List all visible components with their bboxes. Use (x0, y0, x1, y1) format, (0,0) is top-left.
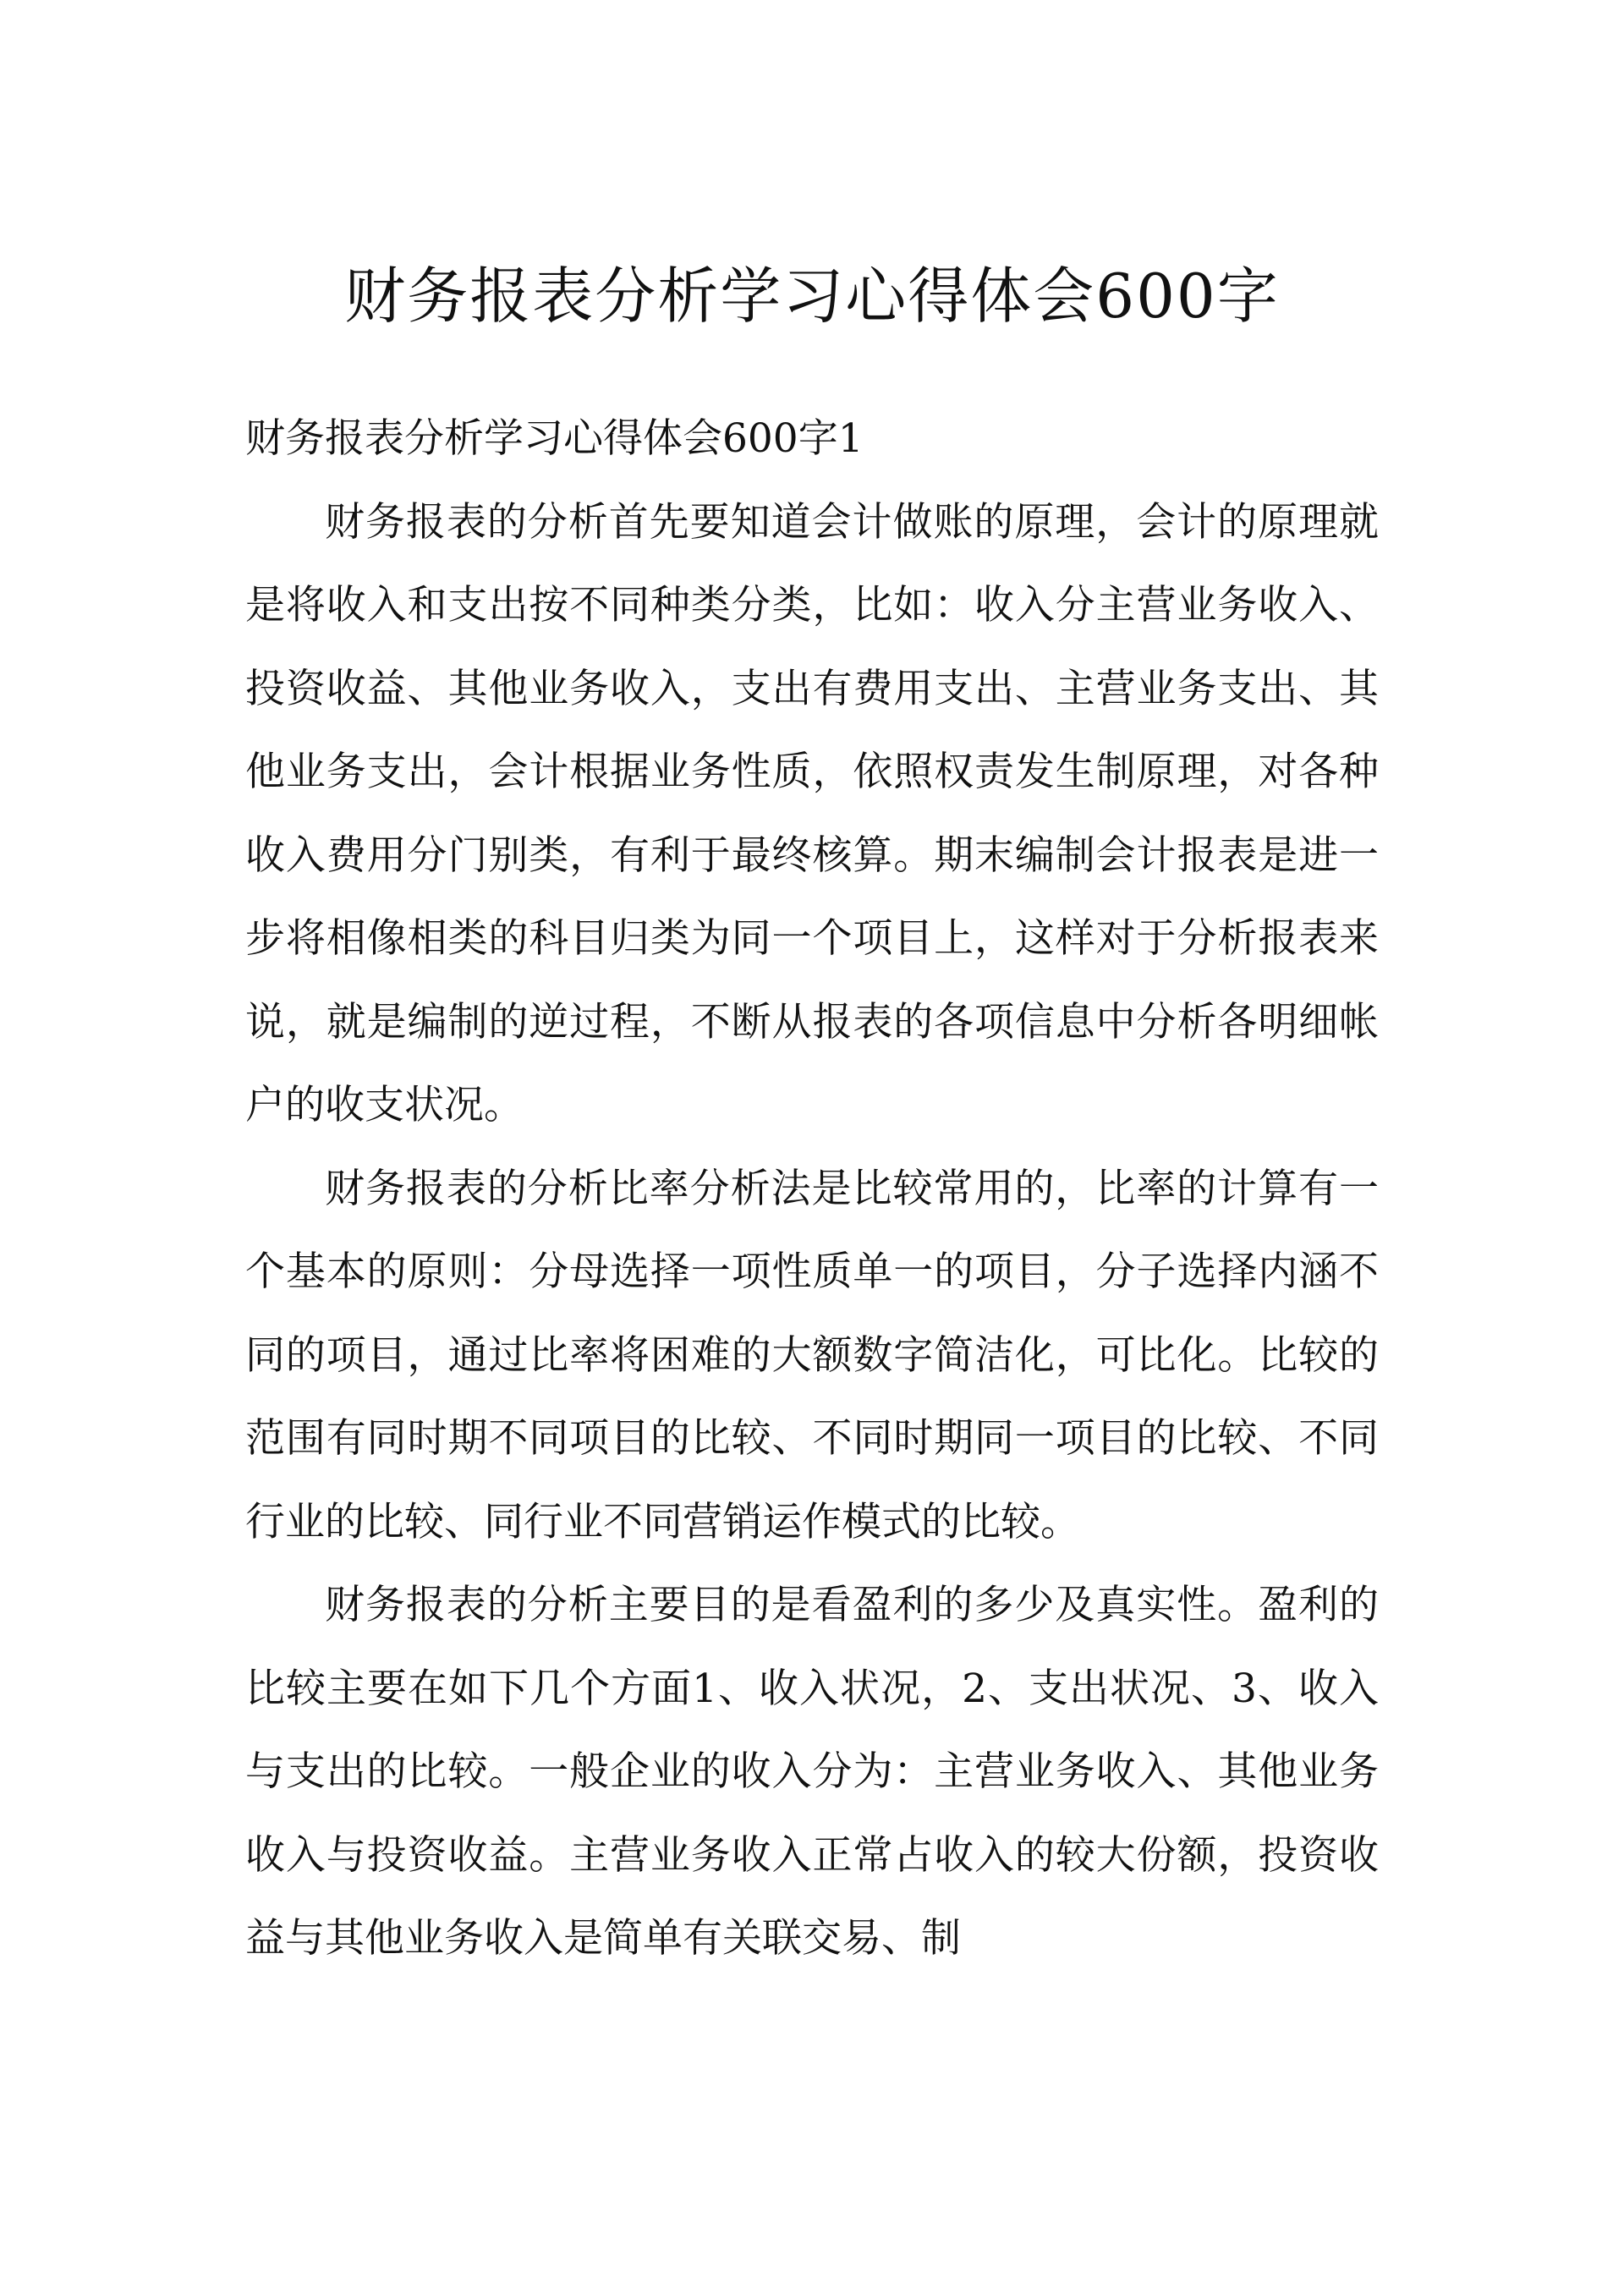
document-title: 财务报表分析学习心得体会600字 (344, 261, 1280, 332)
paragraph-3: 财务报表的分析主要目的是看盈利的多少及真实性。盈利的比较主要在如下几个方面1、收入状况，2、支出状况、3、收入与支出的比较。一般企业的收入分为：主营业务收入、其他业务收入与投资收益。主营业务收入正常占收入的较大份额，投资收益与其他业务收入是简单有关联交易、制 (245, 1582, 1379, 1962)
document-body (245, 398, 1379, 1981)
section-heading: 财务报表分析学习心得体会600字1 (245, 415, 864, 462)
paragraph-2: 财务报表的分析比率分析法是比较常用的，比率的计算有一个基本的原则：分母选择一项性质单一的项目，分子选择内涵不同的项目，通过比率将困难的大额数字简洁化，可比化。比较的范围有同时期不同项目的比较、不同时期同一项目的比较、不同行业的比较、同行业不同营销运作模式的比较。 (245, 1165, 1379, 1545)
paragraph-1: 财务报表的分析首先要知道会计做账的原理，会计的原理就是将收入和支出按不同种类分类，比如：收入分主营业务收入、投资收益、其他业务收入，支出有费用支出、主营业务支出、其他业务支出，会计根据业务性质，依照权责发生制原理，对各种收入费用分门别类，有利于最终核算。期末编制会计报表是进一步将相像相类的科目归类为同一个项目上，这样对于分析报表来说，就是编制的逆过程，不断从报表的各项信息中分析各明细帐户的收支状况。 (245, 498, 1379, 1128)
